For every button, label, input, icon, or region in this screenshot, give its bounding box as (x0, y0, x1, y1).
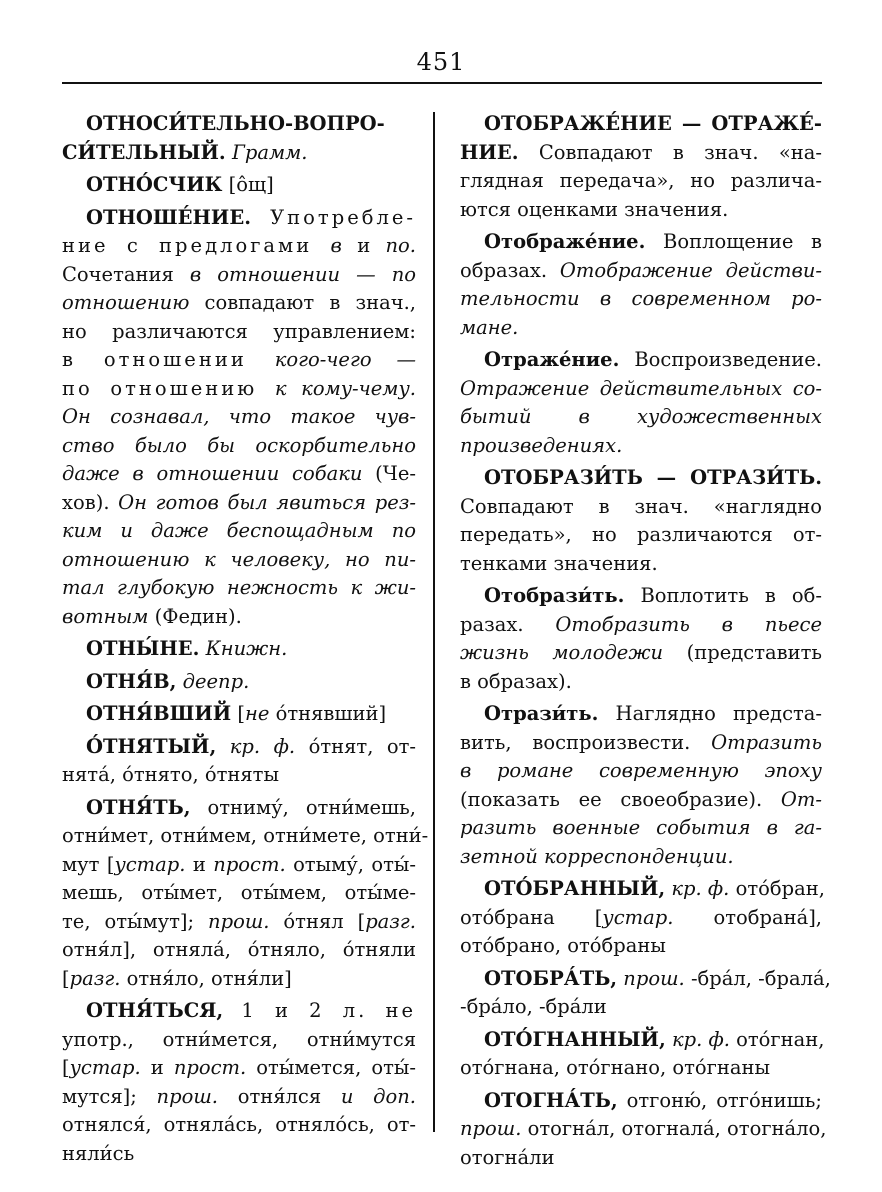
text-run: отогна́ли (460, 1145, 555, 1169)
entry-line (460, 110, 822, 139)
entry-line (460, 757, 822, 786)
entry-line (62, 1083, 416, 1112)
entry-line (62, 700, 416, 729)
entry-line (62, 346, 416, 375)
text-run: вить, воспроизвести. (460, 730, 712, 754)
headword: ОТО́БРАННЫЙ, (484, 877, 666, 900)
italic-text: Отображение действи- (559, 258, 822, 282)
text-run: [о̂щ] (222, 173, 274, 196)
headword: ОТОБРА́ТЬ, (484, 966, 618, 990)
entry-line (62, 139, 416, 168)
text-run: отня́л], отняла́, о́тняло, о́тняли (62, 938, 416, 961)
headword: ОТНЯ́В, (86, 669, 177, 693)
entry-line (460, 1087, 822, 1116)
entry-line (62, 851, 416, 880)
text-run: отнялся́, отняла́сь, отняло́сь, от- (62, 1113, 416, 1136)
entry-line (62, 403, 416, 432)
italic-text: устар. (114, 852, 186, 876)
entry-line (62, 546, 416, 575)
entry-line (460, 521, 822, 550)
italic-text: в (330, 234, 342, 257)
text-run: отниму́, отни́мешь, (190, 795, 416, 819)
entry-line (460, 403, 822, 432)
italic-text: Отразить (711, 730, 822, 754)
headword: О́ТНЯТЫЙ, (86, 734, 217, 758)
text-run: ние с предлогами (62, 234, 331, 257)
italic-text: кр. ф. (671, 877, 730, 900)
entry-line (460, 639, 822, 668)
dictionary-entry (460, 464, 822, 578)
italic-text: бытий в художественных (460, 405, 822, 428)
italic-text: прош. (623, 966, 685, 990)
entry-line (460, 167, 822, 196)
italic-text: произведениях. (460, 433, 623, 457)
text-run: Воспроизведение. (619, 348, 822, 371)
entry-line (460, 139, 822, 168)
text-run: употр., отни́мется, отни́мутся (62, 1027, 416, 1051)
entry-line (460, 285, 822, 314)
page-number: 451 (416, 48, 466, 76)
italic-text: прош. (460, 1117, 522, 1140)
italic-text: жизнь молодежи (460, 641, 664, 664)
text-run: [ (62, 1056, 70, 1079)
italic-text: Отражение действительных со- (460, 376, 822, 400)
text-run: но различаются управлением: (62, 319, 416, 343)
text-run: в отношении (62, 348, 275, 371)
entry-line (62, 822, 429, 851)
text-run: отни́мет, отни́мем, отни́мете, отни́- (62, 824, 429, 847)
entry-line (62, 489, 416, 518)
text-run: отобрана́], (673, 905, 823, 929)
header-rule (62, 82, 822, 84)
headword: ОТНЯ́ТЬСЯ, (86, 999, 224, 1022)
text-run: и (341, 234, 386, 257)
italic-text: мане. (460, 315, 519, 339)
entry-line (62, 761, 416, 790)
text-run: ото́брано, ото́браны (460, 934, 666, 957)
text-run: (Че- (362, 462, 416, 485)
entry-line (460, 464, 822, 493)
italic-text: тал глубокую нежность к жи- (62, 576, 416, 599)
text-run: разах. (460, 612, 556, 636)
entry-line (460, 932, 822, 961)
dictionary-entry (62, 733, 416, 790)
text-run: и (140, 1056, 174, 1079)
italic-text: даже в отношении собаки (62, 462, 363, 485)
entry-line (62, 965, 416, 994)
italic-text: тельности в современном ро- (460, 287, 822, 310)
italic-text: Он сознавал, что такое чув- (62, 405, 416, 428)
italic-text: и доп. (340, 1084, 416, 1108)
entry-line (460, 1115, 827, 1144)
italic-text: в отношении — по (189, 262, 416, 286)
text-run: передать», но различаются от- (460, 523, 822, 546)
dictionary-entry (460, 875, 825, 961)
entry-line (62, 1140, 416, 1169)
text-run: ются оценками значения. (460, 197, 729, 221)
entry-line (62, 375, 416, 404)
entry-line (460, 786, 822, 815)
italic-text: Отобразить в пьесе (555, 612, 822, 636)
text-run: 1 и 2 л. не (223, 999, 416, 1022)
dictionary-entry (62, 635, 416, 664)
headword: ОТНЯ́ВШИЙ (86, 702, 232, 725)
text-run: в образах). (460, 669, 572, 693)
text-run: Совпадают в знач. «на- (518, 140, 822, 164)
dictionary-entry (62, 110, 416, 167)
italic-text: кр. ф. (671, 1027, 730, 1051)
text-run: нята́, о́тнято, о́тняты (62, 763, 279, 786)
headword: Отраже́ние. (484, 348, 620, 371)
entry-line (460, 228, 822, 257)
entry-line (62, 997, 416, 1026)
text-run: (Федин). (148, 604, 242, 628)
italic-text: в романе современную эпоху (460, 759, 822, 782)
dictionary-entry (460, 965, 831, 1022)
entry-line (460, 196, 822, 225)
text-run: Воплотить в об- (624, 584, 822, 607)
entry-line (460, 1026, 825, 1055)
italic-text: разить военные события в га- (460, 816, 822, 839)
entry-line (62, 432, 416, 461)
entry-line (460, 843, 822, 872)
italic-text: к кому-чему. (274, 376, 416, 400)
entry-line (62, 1026, 416, 1055)
text-run: тенками значения. (460, 551, 658, 575)
italic-text: кого-чего — (274, 348, 416, 371)
entry-line (460, 904, 822, 933)
text-run: Воплощение в (645, 230, 822, 253)
entry-line (460, 493, 822, 522)
headword: НИЕ. (460, 140, 519, 164)
text-run: те, оты́мут]; (62, 909, 209, 933)
headword: ОТОБРАЗИ́ТЬ — ОТРАЗИ́ТЬ. (484, 466, 822, 489)
entry-line (62, 1054, 416, 1083)
entry-line (62, 289, 416, 318)
italic-text: разг. (69, 966, 121, 990)
text-run: ото́гнан, (729, 1027, 825, 1051)
text-run: ото́гнана, ото́гнано, ото́гнаны (460, 1056, 770, 1079)
text-run: отгоню́, отго́нишь; (617, 1088, 822, 1112)
text-run: мешь, оты́мет, оты́мем, оты́ме- (62, 881, 416, 904)
entry-line (62, 204, 416, 233)
headword: ОТОГНА́ТЬ, (484, 1088, 618, 1112)
text-run: образах. (460, 258, 560, 282)
dictionary-entry (460, 228, 822, 342)
entry-line (460, 875, 825, 904)
text-run: отня́ло, отня́ли] (120, 966, 292, 990)
entry-line (460, 257, 822, 286)
italic-text: ким и даже беспощадным по (62, 519, 416, 542)
text-run: по отношению (62, 376, 275, 400)
italic-text: прош. (156, 1084, 218, 1108)
text-run: Сочетания (62, 262, 190, 286)
italic-text: прош. (208, 909, 270, 933)
entry-line (460, 1054, 822, 1083)
entry-line (460, 550, 822, 579)
text-run: и (185, 852, 214, 876)
entry-line (62, 232, 416, 261)
headword: Отобрази́ть. (484, 584, 625, 607)
entry-line (62, 318, 416, 347)
entry-line (460, 993, 822, 1022)
dictionary-entry (460, 110, 822, 224)
text-run: Совпадают в знач. «наглядно (460, 494, 822, 518)
entry-line (62, 603, 416, 632)
italic-text: ство было бы оскорбительно (62, 433, 416, 457)
headword: Отрази́ть. (484, 702, 599, 725)
italic-text: по. (385, 234, 416, 257)
italic-text: отношению (62, 291, 190, 314)
headword: ОТНЫ́НЕ. (86, 637, 200, 660)
italic-text: зетной корреспонденции. (460, 844, 734, 868)
italic-text: устар. (602, 905, 674, 929)
column-divider (433, 112, 435, 1132)
entry-line (62, 460, 416, 489)
entry-line (460, 611, 822, 640)
text-run: совпадают в знач., (189, 291, 416, 314)
headword: ОТНО́СЧИК (86, 173, 223, 196)
entry-line (62, 574, 416, 603)
dictionary-entry (460, 1026, 825, 1083)
left-column (62, 110, 429, 1168)
dictionary-entry (460, 346, 822, 460)
text-run: ото́брана [ (460, 905, 603, 929)
entry-line (62, 171, 416, 200)
headword: СИ́ТЕЛЬНЫЙ. (62, 140, 226, 164)
text-run: (показать ее своеобразие). (460, 787, 781, 811)
italic-text: От- (780, 787, 822, 811)
right-column (460, 110, 831, 1172)
dictionary-entry (62, 997, 416, 1168)
headword: ОТНЯ́ТЬ, (86, 795, 191, 819)
entry-line (460, 375, 822, 404)
text-run: о́тнял [ (269, 909, 366, 933)
text-run: ото́бран, (729, 877, 825, 900)
headword: ОТО́ГНАННЫЙ, (484, 1027, 666, 1051)
italic-text: Он готов был явиться рез- (118, 490, 416, 514)
entry-line (460, 1144, 822, 1173)
italic-text: Книжн. (205, 637, 288, 660)
entry-line (62, 517, 416, 546)
dictionary-entry (62, 204, 416, 632)
italic-text: Грамм. (231, 140, 308, 164)
italic-text: отношению к человеку, но пи- (62, 547, 416, 571)
text-run: глядная передача», но различа- (460, 169, 822, 192)
text-run: -бра́л, -брала́, (684, 966, 831, 990)
text-run (216, 735, 230, 758)
text-run: [ (62, 966, 70, 990)
text-run: [ (231, 702, 245, 725)
entry-line (460, 700, 822, 729)
italic-text: деепр. (182, 669, 250, 693)
entry-line (62, 794, 416, 823)
italic-text: разг. (365, 909, 416, 933)
italic-text: кр. ф. (229, 734, 296, 758)
dictionary-entry (62, 668, 416, 697)
text-run: о́тнявший] (269, 702, 387, 725)
text-run: (представить (663, 641, 822, 664)
entry-line (62, 733, 416, 762)
italic-text: прост. (213, 852, 286, 876)
text-run: няли́сь (62, 1141, 135, 1165)
text-run: отня́лся (218, 1084, 341, 1108)
entry-line (460, 432, 822, 461)
entry-line (62, 1111, 416, 1140)
text-run: хов). (62, 490, 119, 514)
dictionary-entry (62, 171, 416, 200)
italic-text: прост. (173, 1056, 247, 1079)
italic-text: устар. (69, 1056, 141, 1079)
entry-line (460, 582, 822, 611)
dictionary-entry (460, 1087, 827, 1173)
entry-line (460, 314, 822, 343)
text-run: -бра́ло, -бра́ли (460, 995, 607, 1018)
italic-text: не (245, 702, 270, 725)
entry-line (62, 635, 416, 664)
text-run: о́тнят, от- (295, 734, 416, 758)
entry-line (460, 668, 822, 697)
entry-line (460, 965, 831, 994)
headword: ОТОБРАЖЕ́НИЕ — ОТРАЖЕ́- (484, 112, 822, 135)
text-run: отыму́, оты́- (285, 852, 416, 876)
entry-line (62, 668, 416, 697)
entry-line (460, 814, 822, 843)
italic-text: вотным (62, 604, 149, 628)
dictionary-entry (62, 700, 416, 729)
entry-line (62, 110, 416, 139)
text-run: отогна́л, отогнала́, отогна́ло, (521, 1117, 827, 1140)
dictionary-entry (62, 794, 429, 994)
dictionary-entry (460, 700, 822, 871)
entry-line (62, 908, 416, 937)
entry-line (62, 879, 416, 908)
text-run: мут [ (62, 852, 115, 876)
headword: Отображе́ние. (484, 230, 646, 253)
text-run: Наглядно предста- (598, 702, 822, 725)
entry-line (62, 936, 416, 965)
dictionary-entry (460, 582, 822, 696)
headword: ОТНОШЕ́НИЕ. (86, 205, 251, 229)
entry-line (460, 346, 822, 375)
headword: ОТНОСИ́ТЕЛЬНО-ВОПРО- (86, 112, 385, 135)
entry-line (460, 729, 822, 758)
text-run: мутся]; (62, 1084, 157, 1108)
text-run: оты́мется, оты́- (246, 1056, 416, 1079)
entry-line (62, 261, 416, 290)
text-run: Употребле- (251, 205, 416, 229)
